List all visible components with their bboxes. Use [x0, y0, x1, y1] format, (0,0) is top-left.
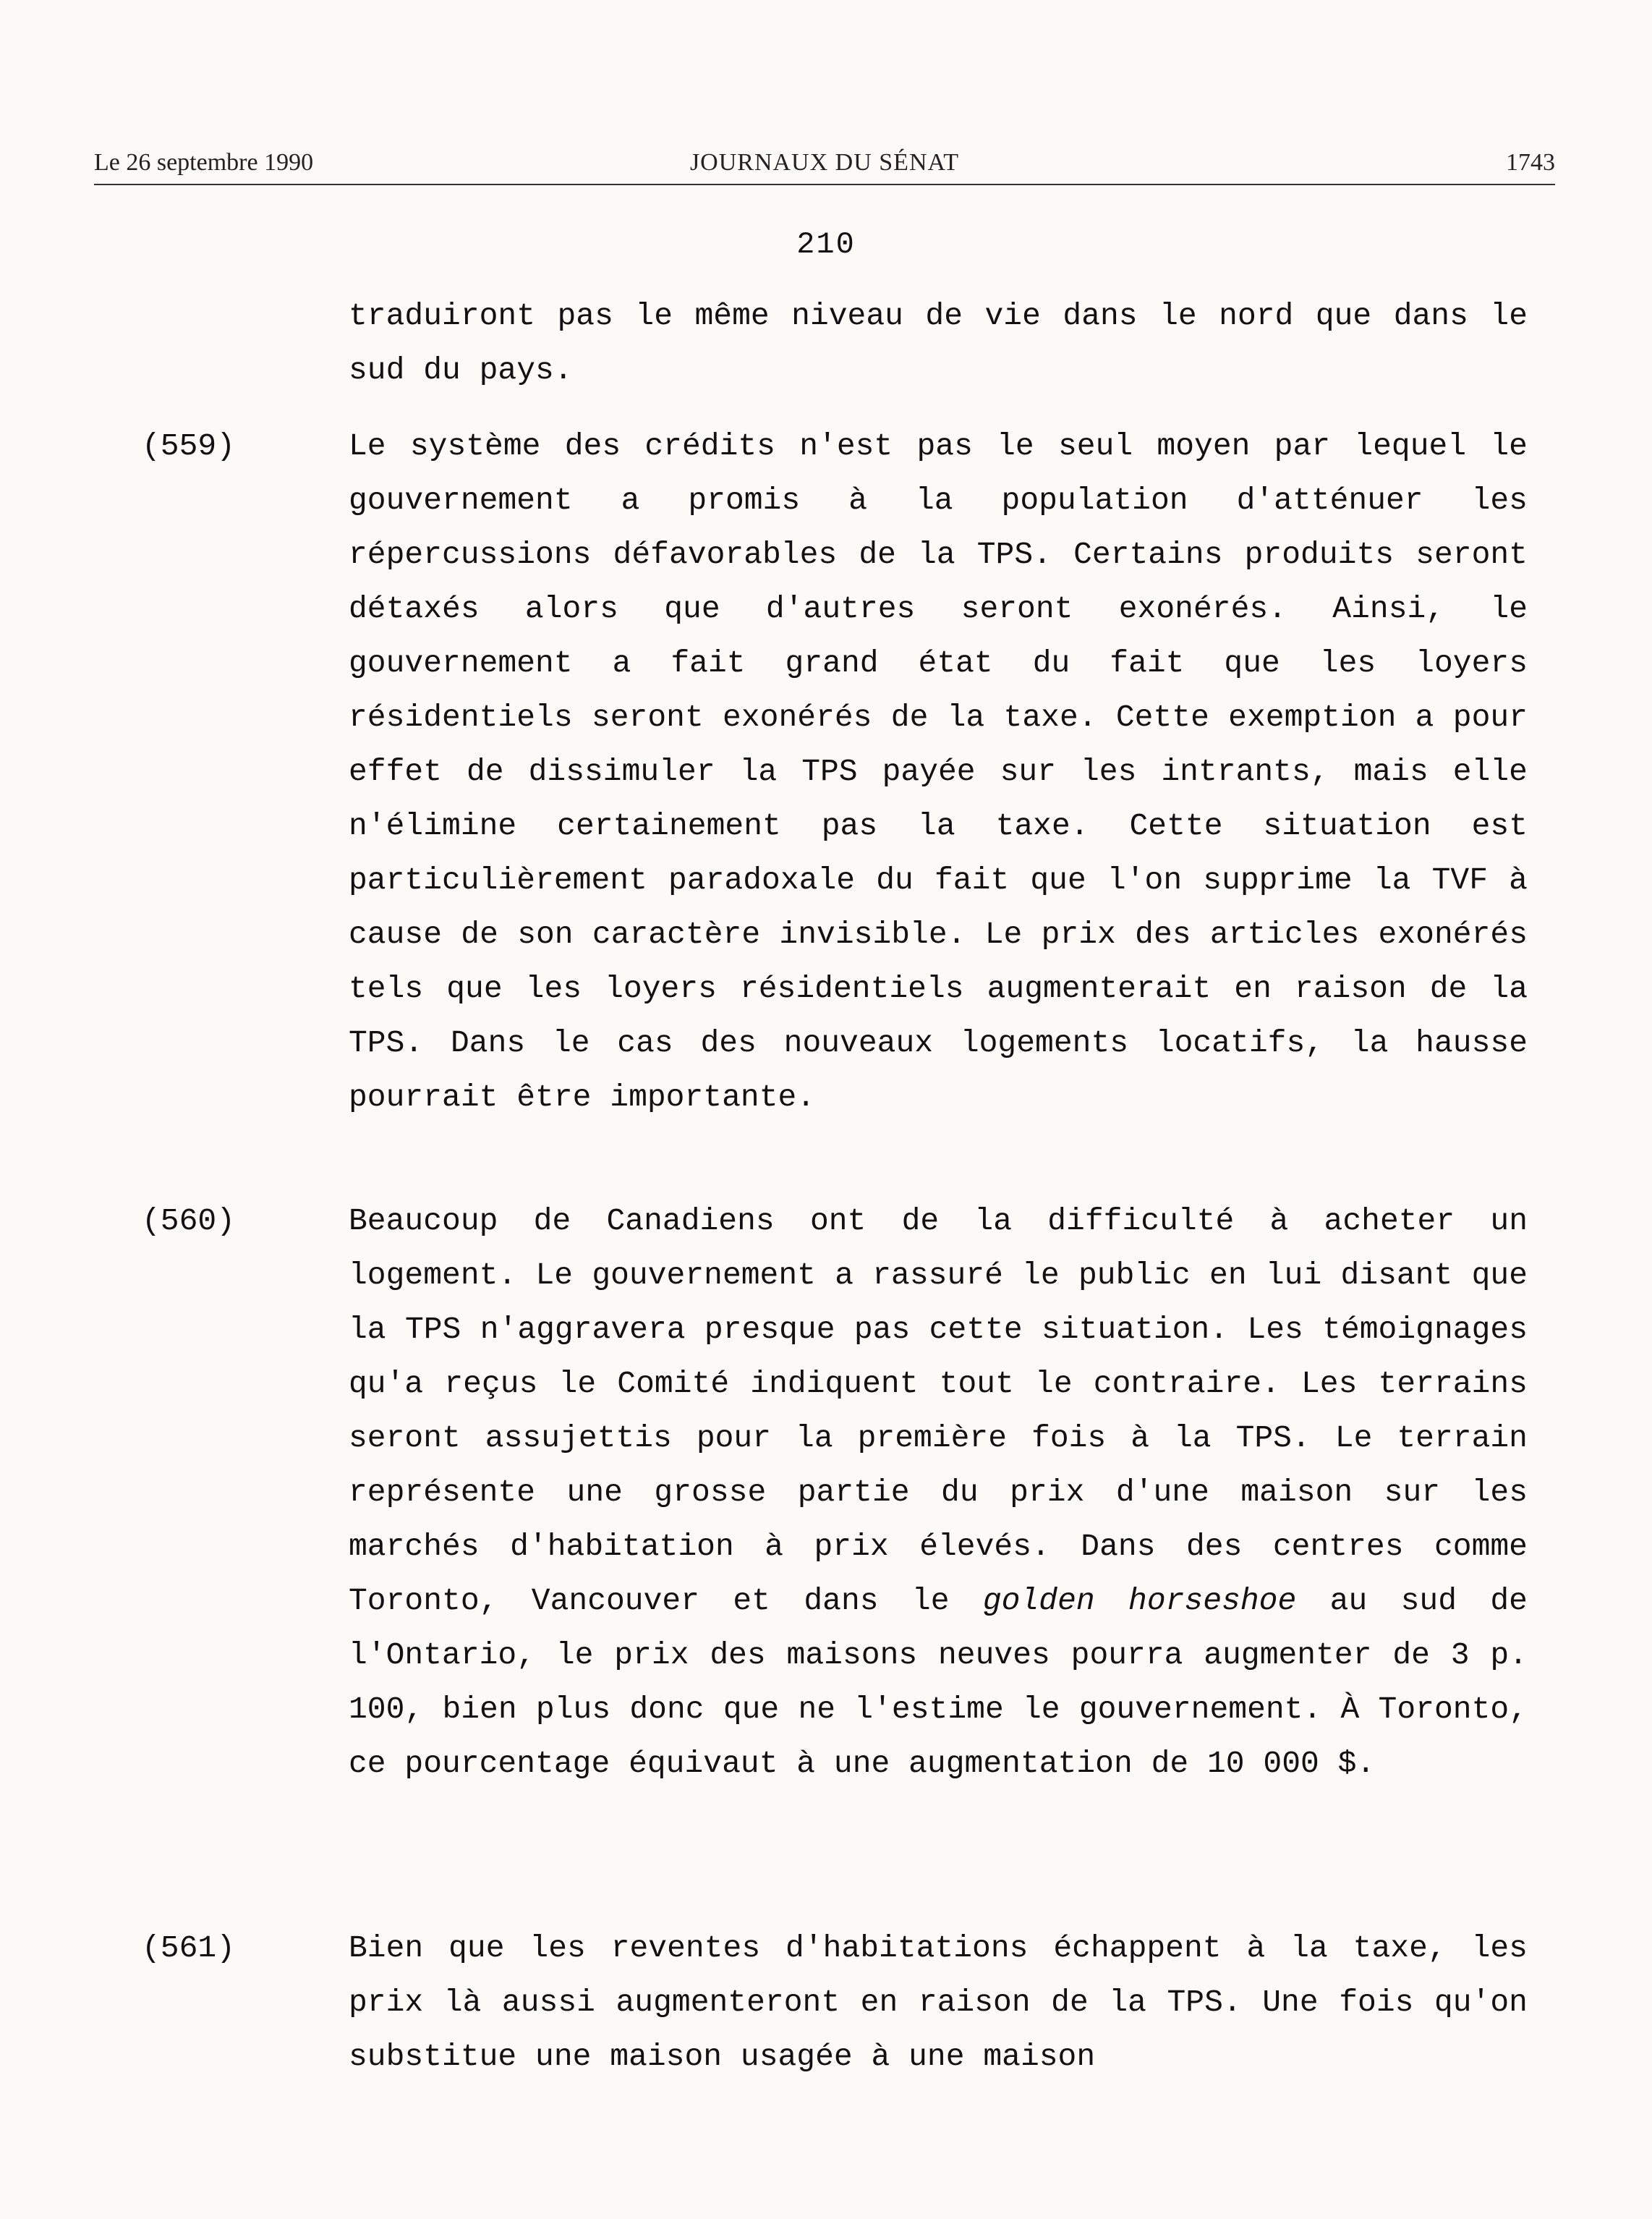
paragraph-560-text-part2: au sud de l'Ontario, le prix des maisons neuves pourra augmenter de 3 p. 100, bien plus donc que ne l'estime le gouvernement. À Toronto, ce pourcentage équivaut à une augmentation de 10 000 $. [349, 1583, 1528, 1781]
paragraph-number: (560) [142, 1203, 236, 1239]
header-journal-title: JOURNAUX DU SÉNAT [689, 149, 960, 176]
running-header [94, 149, 1555, 185]
emphasized-term: golden horseshoe [982, 1583, 1297, 1618]
paragraph-continuation: traduiront pas le même niveau de vie dans le nord que dans le sud du pays. [349, 298, 1528, 388]
paragraph-560-text-part1: Beaucoup de Canadiens ont de la difficulté à acheter un logement. Le gouvernement a rassuré le public en lui disant que la TPS n'aggravera presque pas cette situation. Les témoignages qu'a reçus le Comité indiquent tout le contraire. Les terrains seront assujettis pour la première fois à la TPS. Le terrain représente une grosse partie du prix d'une maison sur les marchés d'habitation à prix élevés. Dans des centres comme Toronto, Vancouver et dans le [349, 1203, 1528, 1618]
paragraph-561-text: Bien que les reventes d'habitations échappent à la taxe, les prix là aussi augmenteront en raison de la TPS. Une fois qu'on substitue une maison usagée à une maison [349, 1930, 1528, 2074]
header-rule [94, 184, 1555, 185]
paragraph-560-text [349, 1194, 1528, 1791]
sequence-number: 210 [796, 227, 856, 262]
paragraph-number: (559) [142, 428, 236, 464]
header-page-number: 1743 [1506, 149, 1555, 176]
paragraph-number: (561) [142, 1930, 236, 1966]
paragraph-559-text: Le système des crédits n'est pas le seul moyen par lequel le gouvernement a promis à la population d'atténuer les répercussions défavorables de la TPS. Certains produits seront détaxés alors que d'autres seront exonérés. Ainsi, le gouvernement a fait grand état du fait que les loyers résidentiels seront exonérés de la taxe. Cette exemption a pour effet de dissimuler la TPS payée sur les intrants, mais elle n'élimine certainement pas la taxe. Cette situation est particulièrement paradoxale du fait que l'on supprime la TVF à cause de son caractère invisible. Le prix des articles exonérés tels que les loyers résidentiels augmenterait en raison de la TPS. Dans le cas des nouveaux logements locatifs, la hausse pourrait être importante. [349, 428, 1528, 1115]
header-date: Le 26 septembre 1990 [94, 149, 314, 176]
